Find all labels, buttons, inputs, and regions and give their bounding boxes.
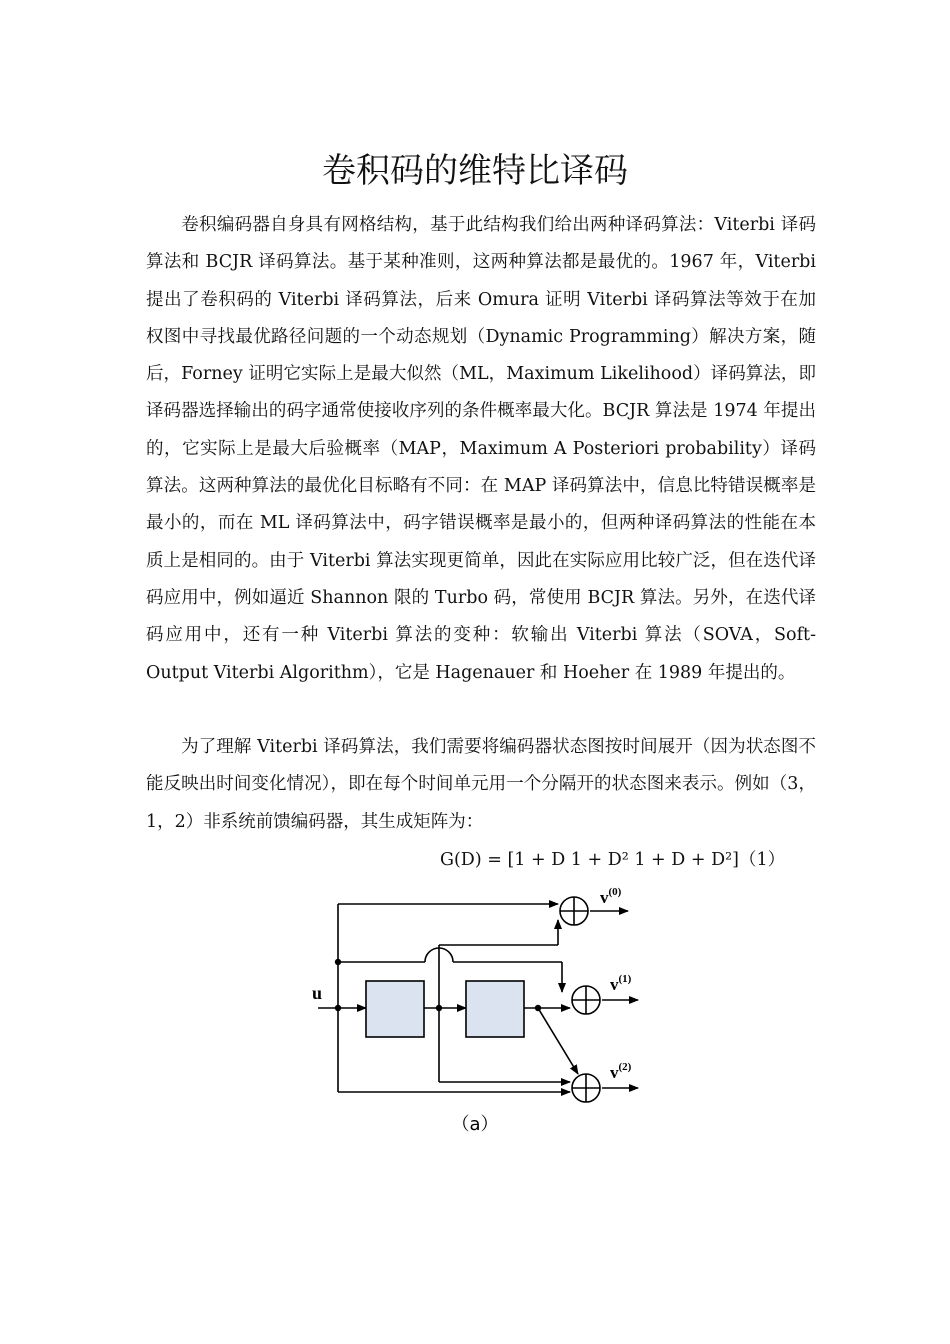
junction-dot (436, 1005, 442, 1011)
paragraph-intro-text: 卷积编码器自身具有网格结构，基于此结构我们给出两种译码算法：Viterbi 译码算法和 BCJR 译码算法。基于某种准则，这两种算法都是最优的。1967 年，Viterbi 提出了卷积码的 Viterbi 译码算法，后来 Omura 证明 Viterbi 译码算法等效于在加权图中寻找最优路径问题的一个动态规划（Dynamic Programming）解决方案，随后，Forney 证明它实际上是最大似然（ML，Maximum Likelihood）译码算法，即译码器选择输出的码字通常使接收序列的条件概率最大化。BCJR 算法是 1974 年提出的，它实际上是最大后验概率（MAP，Maximum A Posteriori probability）译码算法。这两种算法的最优化目标略有不同：在 MAP 译码算法中，信息比特错误概率是最小的，而在 ML 译码算法中，码字错误概率是最小的，但两种译码算法的性能在本质上是相同的。由于 Viterbi 算法实现更简单，因此在实际应用比较广泛，但在迭代译码应用中，例如逼近 Shannon 限的 Turbo 码，常使用 BCJR 算法。另外，在迭代译码应用中，还有一种 Viterbi 算法的变种：软输出 Viterbi 算法（SOVA，Soft-Output Viterbi Algorithm），它是 Hagenauer 和 Hoeher 在 1989 年提出的。 (146, 215, 816, 683)
paragraph-viterbi-text: 为了理解 Viterbi 译码算法，我们需要将编码器状态图按时间展开（因为状态图不能反映出时间变化情况），即在每个时间单元用一个分隔开的状态图来表示。例如（3，1，2）非系统前馈编码器，其生成矩阵为： (146, 737, 816, 832)
document-title: 卷积码的维特比译码 (322, 151, 628, 191)
formula-expression: G(D) = [1 + D 1 + D² 1 + D + D²] (440, 850, 739, 870)
formula-tag: （1） (738, 850, 786, 870)
output-label-v1: $v^{(1)}$ (610, 973, 632, 994)
output-label-v2: $v^{(2)}$ (610, 1061, 632, 1082)
shift-register-2 (466, 981, 524, 1037)
shift-register-1 (366, 981, 424, 1037)
input-label-u: u (312, 983, 323, 1003)
paragraph-intro (146, 207, 816, 692)
junction-dot (535, 1005, 541, 1011)
xor-adder-1 (572, 986, 600, 1014)
junction-dot (335, 959, 341, 965)
figure-caption: （a） (451, 1114, 499, 1135)
generator-matrix-formula (440, 842, 840, 878)
junction-dot (335, 1005, 341, 1011)
output-label-v0: $v^{(0)}$ (600, 886, 622, 907)
paragraph-viterbi-explanation (146, 729, 816, 841)
reg2-to-xor2 (538, 1008, 578, 1074)
xor-adder-2 (572, 1074, 600, 1102)
xor-adder-0 (560, 897, 588, 925)
encoder-diagram (300, 878, 660, 1138)
